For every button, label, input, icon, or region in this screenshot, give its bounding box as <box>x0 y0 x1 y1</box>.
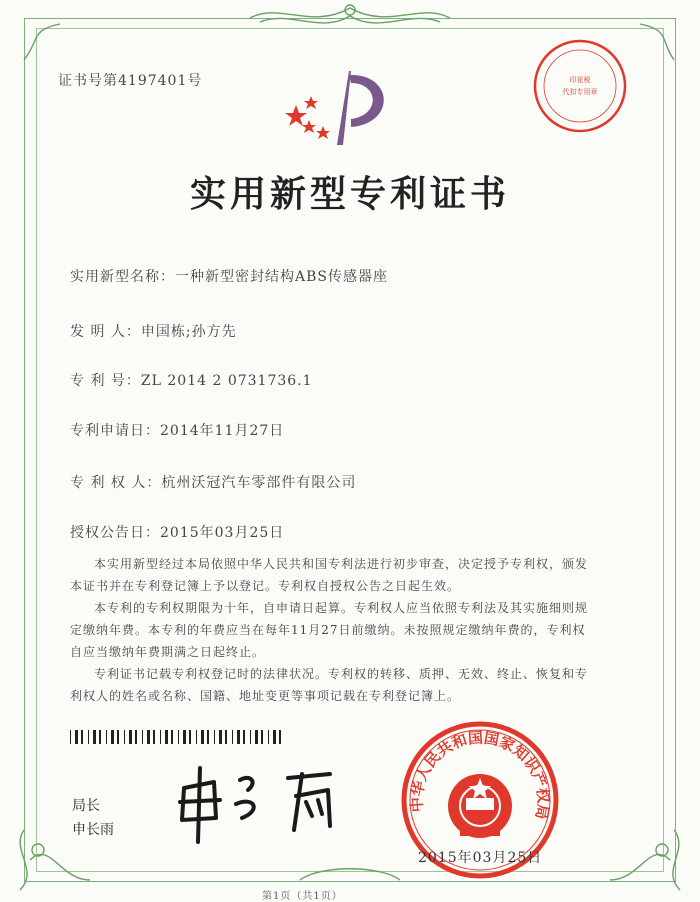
paragraph: 本实用新型经过本局依照中华人民共和国专利法进行初步审查，决定授予专利权，颁发本证书并在专利登记簿上予以登记。专利权自授权公告之日起生效。 <box>70 557 589 593</box>
field-label: 专利申请日： <box>70 423 160 439</box>
paragraph: 专利证书记载专利权登记时的法律状况。专利权的转移、质押、无效、终止、恢复和专利权人的姓名或名称、国籍、地址变更等事项记载在专利登记簿上。 <box>70 667 589 703</box>
field-grant-date <box>70 522 284 542</box>
handwritten-signature <box>170 760 345 845</box>
svg-text:代扣专用章: 代扣专用章 <box>562 88 598 96</box>
field-patent-number <box>70 370 313 390</box>
body-text <box>70 553 590 707</box>
field-value: 申国栋;孙方先 <box>140 324 237 340</box>
field-utility-model-name <box>70 266 388 286</box>
field-value: 杭州沃冠汽车零部件有限公司 <box>161 475 357 491</box>
issue-date: 2015年03月25日 <box>418 850 543 866</box>
field-patentee <box>70 472 356 492</box>
certificate-number: 证书号第4197401号 <box>58 73 203 89</box>
field-value: 2014年11月27日 <box>160 423 285 439</box>
field-application-date <box>70 420 284 440</box>
signatory-title: 局长 <box>72 798 100 814</box>
field-inventor <box>70 321 237 341</box>
paragraph: 本专利的专利权期限为十年，自申请日起算。专利权人应当依照专利法及其实施细则规定缴纳年费。本专利的年费应当在每年11月27日前缴纳。未按照规定缴纳年费的，专利权自应当缴纳年费期满之日起终止。 <box>70 601 589 659</box>
field-label: 授权公告日： <box>70 525 160 541</box>
field-value: 2015年03月25日 <box>160 525 285 541</box>
seal-text: 中华人民共和国国家知识产权局 <box>407 728 553 821</box>
page-title: 实用新型专利证书 <box>189 173 510 215</box>
field-value: 一种新型密封结构ABS传感器座 <box>175 269 388 285</box>
sipo-logo-icon <box>285 65 400 150</box>
field-label: 发 明 人： <box>70 324 141 340</box>
field-label: 专 利 权 人： <box>70 475 162 491</box>
signatory-name: 申长雨 <box>72 822 114 838</box>
agency-seal-icon <box>532 38 628 134</box>
barcode <box>70 730 285 744</box>
page-footer: 第1页（共1页） <box>262 891 343 902</box>
svg-text:印花税: 印花税 <box>569 76 591 84</box>
field-label: 专 利 号： <box>70 373 141 389</box>
field-value: ZL 2014 2 0731736.1 <box>140 373 313 389</box>
field-label: 实用新型名称： <box>70 269 175 285</box>
